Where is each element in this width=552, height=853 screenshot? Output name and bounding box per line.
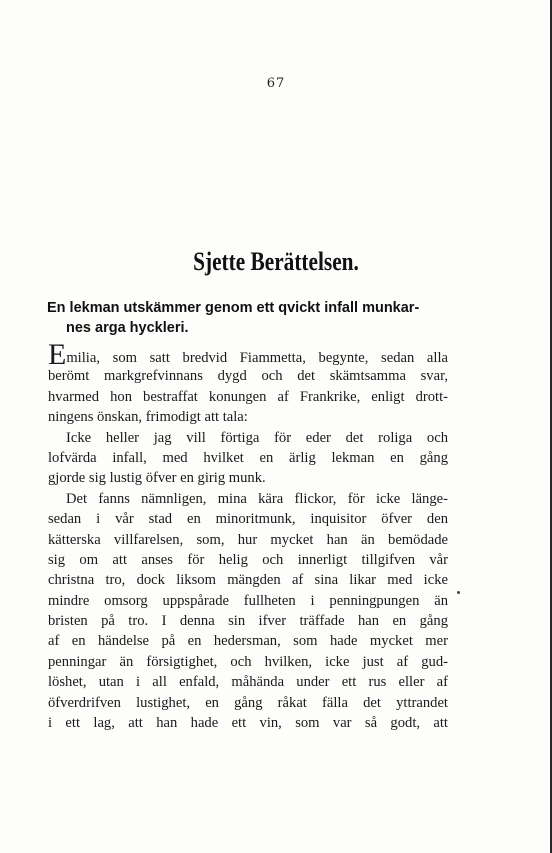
text-line: gjorde sig lustig öfver en girig munk.: [48, 470, 266, 487]
text-line: [48, 338, 448, 371]
drop-cap: E: [48, 338, 67, 371]
text-line-content: milia, som satt bredvid Fiammetta, begynte, sedan alla: [66, 350, 448, 366]
subtitle-line: En lekman utskämmer genom ett qvickt infall munkar-: [47, 300, 420, 316]
text-line: Icke heller jag vill förtiga för eder det roliga och: [66, 429, 448, 446]
text-line: löshet, utan i all enfald, måhända under ett rus eller af: [48, 674, 448, 691]
text-line: mindre omsorg uppspårade fullheten i penningpungen än: [48, 592, 448, 609]
text-line: sig om att anses för helig och innerligt tillgifven vår: [48, 551, 448, 568]
text-line: i ett lag, att han hade ett vin, som var så godt, att: [48, 715, 448, 732]
chapter-subtitle: [47, 298, 447, 338]
text-line: Det fanns nämnligen, mina kära flickor, för icke länge-: [66, 490, 448, 507]
ink-speck: [457, 591, 460, 594]
text-line: ningens önskan, frimodigt att tala:: [48, 409, 248, 426]
body-text: [48, 338, 448, 733]
text-line: bristen på tro. I denna sin ifver träffade han en gång: [48, 613, 448, 630]
text-line: kätterska villfarelsen, som, hur mycket han än bemödade: [48, 531, 448, 548]
chapter-title: Sjette Berättelsen.: [193, 247, 359, 276]
text-line: lofvärda infall, med hvilket en ärlig lekman en gång: [48, 449, 448, 466]
text-line: sedan i vår stad en minoritmunk, inquisitor öfver den: [48, 511, 448, 528]
text-line: christna tro, dock liksom mängden af sina likar med icke: [48, 572, 448, 589]
text-line: berömt markgrefvinnans dygd och det skämtsamma svar,: [48, 368, 448, 385]
text-line: penningar än försigtighet, och hvilken, icke just af gud-: [48, 653, 448, 670]
subtitle-line: nes arga hyckleri.: [66, 320, 189, 336]
page-number: 67: [266, 76, 286, 91]
text-line: af en händelse på en hedersman, som hade mycket mer: [48, 633, 448, 650]
text-line: öfverdrifven lustighet, en gång råkat fälla det yttrandet: [48, 694, 448, 711]
text-line: hvarmed hon bestraffat konungen af Frankrike, enligt drott-: [48, 388, 448, 405]
